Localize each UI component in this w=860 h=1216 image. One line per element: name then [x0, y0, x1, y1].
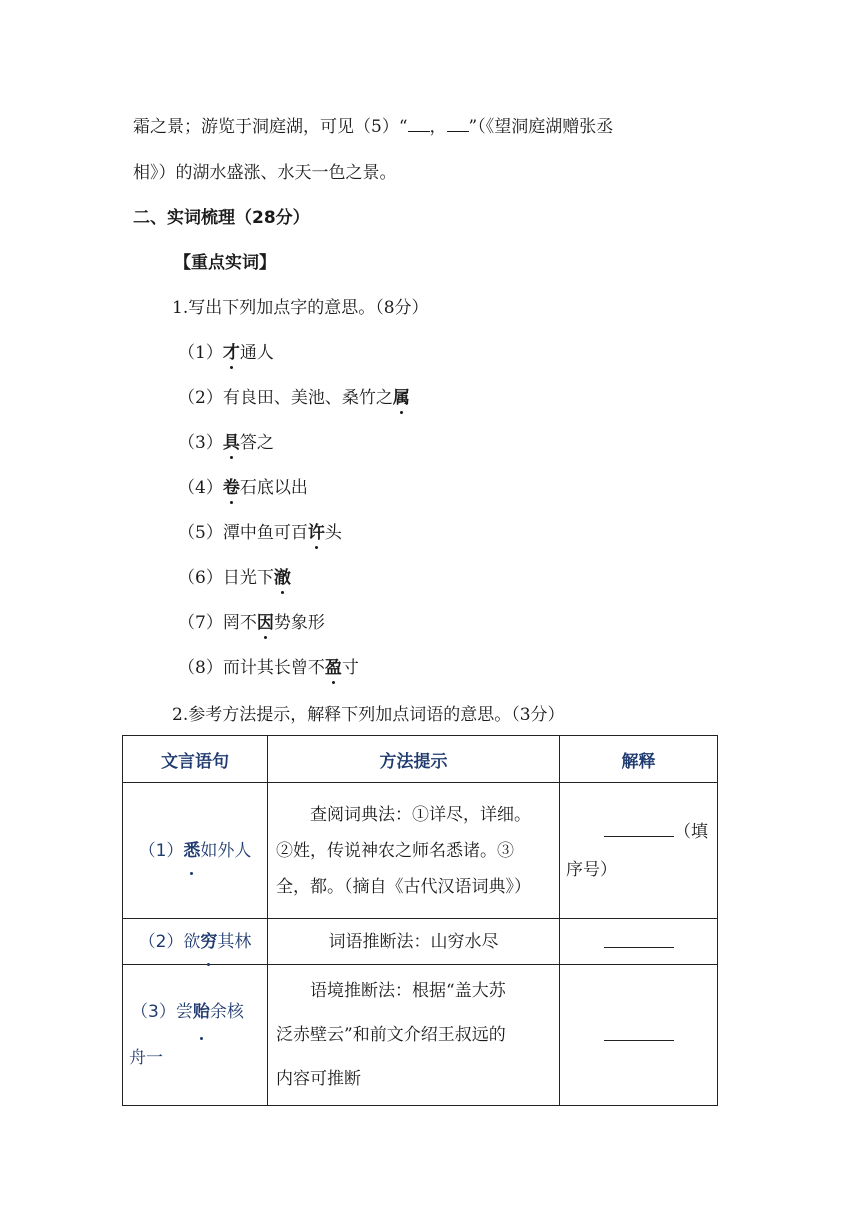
table-header-row [123, 736, 718, 783]
table-row [123, 919, 718, 965]
question-1-item [178, 522, 342, 544]
answer-cell [560, 965, 718, 1106]
method-line: 全，都。（摘自《古代汉语词典》） [276, 876, 531, 897]
item-suffix: 势象形 [273, 613, 325, 633]
answer-blank[interactable] [604, 820, 674, 837]
sentence-suffix: 其林 [217, 931, 252, 952]
question-1-item [178, 612, 325, 634]
sentence-cell [123, 783, 268, 919]
method-line: ②姓，传说神农之师名悉诸。③ [276, 840, 514, 861]
paragraph-text: ， [429, 117, 447, 137]
sentence-continuation: 舟一 [129, 1048, 163, 1068]
fill-blank-2[interactable] [447, 117, 469, 132]
method-line: 查阅词典法：①详尽，详细。 [310, 804, 531, 825]
sentence-suffix: 余核 [209, 1002, 244, 1022]
dotted-char: 穷 [200, 923, 217, 961]
item-suffix: 通人 [239, 343, 274, 363]
question-1-item [178, 477, 308, 499]
paragraph-line-1 [133, 116, 613, 138]
header-method: 方法提示 [268, 736, 560, 783]
item-suffix: 答之 [239, 433, 274, 453]
method-line: 内容可推断 [276, 1069, 361, 1089]
item-suffix: 寸 [341, 658, 359, 678]
item-prefix: （7）罔不 [178, 613, 257, 633]
method-cell [268, 783, 560, 919]
sentence-prefix: （1） [138, 840, 184, 861]
dotted-char: 具 [222, 433, 240, 453]
answer-hint: 序号） [566, 859, 617, 880]
question-1-item [178, 657, 359, 679]
dotted-char: 属 [392, 388, 410, 408]
answer-blank[interactable] [604, 931, 674, 948]
dotted-char: 盈 [324, 658, 342, 678]
answer-cell [560, 783, 718, 919]
table-row [123, 965, 718, 1106]
paragraph-text: 霜之景；游览于洞庭湖，可见（5）“ [133, 117, 408, 137]
sentence-prefix: （2）欲 [138, 931, 201, 952]
item-prefix: （6）日光下 [178, 568, 274, 588]
answer-cell [560, 919, 718, 965]
item-prefix: （4） [178, 478, 223, 498]
header-sentence: 文言语句 [123, 736, 268, 783]
question-1-item [178, 567, 291, 589]
sentence-cell [123, 919, 268, 965]
item-suffix: 头 [324, 523, 342, 543]
item-prefix: （5）潭中鱼可百 [178, 523, 308, 543]
question-1-item [178, 432, 274, 454]
method-line: 语境推断法：根据“盖大苏 [310, 981, 506, 1001]
sentence-cell [123, 965, 268, 1106]
method-line: 泛赤壁云”和前文介绍王叔远的 [276, 1025, 506, 1045]
method-cell [268, 919, 560, 965]
answer-blank[interactable] [604, 1024, 674, 1041]
table-row [123, 783, 718, 919]
question-1-item [178, 387, 410, 409]
paragraph-line-2: 相》）的湖水盛涨、水天一色之景。 [133, 163, 397, 183]
question-2-stem: 2.参考方法提示，解释下列加点词语的意思。（3分） [172, 705, 565, 725]
dotted-char: 才 [222, 343, 240, 363]
key-words-heading: 【重点实词】 [174, 253, 276, 273]
question-1-item [178, 342, 274, 364]
dotted-char: 贻 [193, 989, 210, 1035]
item-prefix: （8）而计其长曾不 [178, 658, 325, 678]
method-cell [268, 965, 560, 1106]
dotted-char: 许 [307, 523, 325, 543]
item-suffix: 石底以出 [239, 478, 308, 498]
paragraph-text: ”（《望洞庭湖赠张丞 [468, 117, 614, 137]
dotted-char: 悉 [183, 832, 200, 870]
fill-blank-1[interactable] [408, 117, 430, 132]
sentence-prefix: （3）尝 [131, 1002, 193, 1022]
question-1-stem: 1.写出下列加点字的意思。（8分） [172, 298, 429, 318]
dotted-char: 澈 [273, 568, 291, 588]
item-prefix: （1） [178, 343, 223, 363]
dotted-char: 卷 [222, 478, 240, 498]
header-explanation: 解释 [560, 736, 718, 783]
answer-hint: （填 [674, 821, 708, 842]
item-prefix: （2）有良田、美池、桑竹之 [178, 388, 393, 408]
item-prefix: （3） [178, 433, 223, 453]
sentence-suffix: 如外人 [200, 840, 252, 861]
dotted-char: 因 [256, 613, 274, 633]
method-line: 词语推断法：山穷水尽 [328, 931, 499, 952]
method-table [122, 735, 718, 1106]
section-title: 二、实词梳理（28分） [133, 208, 310, 228]
